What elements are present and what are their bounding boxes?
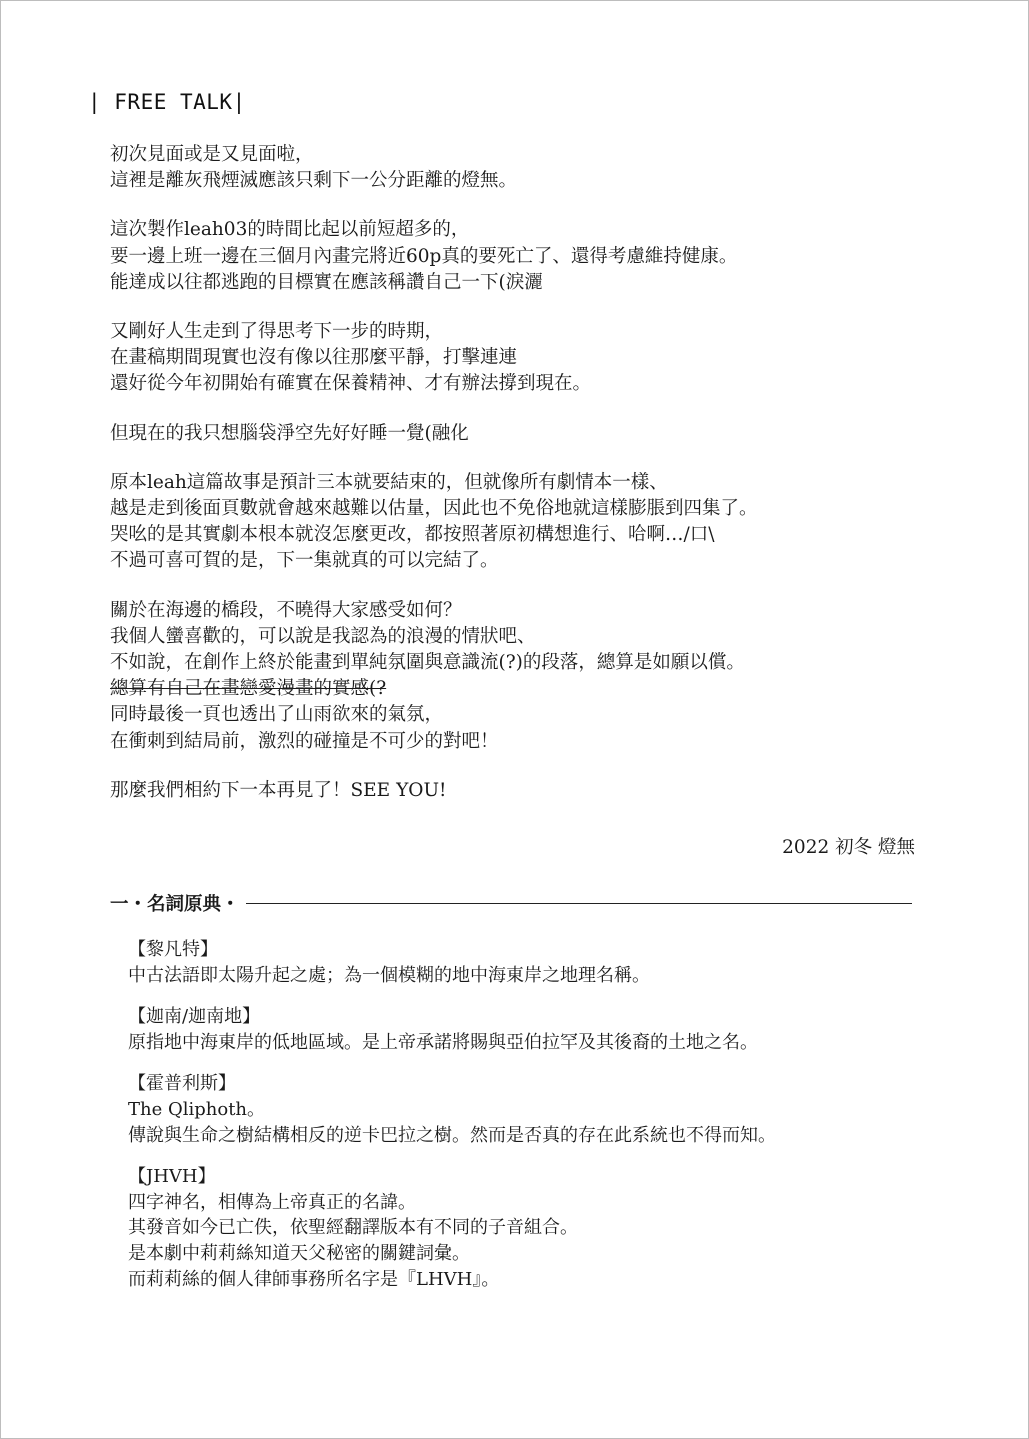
paragraph [110, 421, 930, 447]
glossary-heading [110, 889, 912, 917]
glossary-term: 【霍普利斯】 [128, 1073, 236, 1095]
glossary-entry [128, 1004, 908, 1055]
glossary-title: 一・名詞原典・ [110, 894, 240, 915]
text-line: 原本leah這篇故事是預計三本就要結束的，但就像所有劇情本一樣、 [110, 471, 668, 493]
divider [246, 903, 912, 904]
glossary-line: 原指地中海東岸的低地區域。是上帝承諾將賜與亞伯拉罕及其後裔的土地之名。 [128, 1031, 758, 1053]
glossary-entry [128, 1164, 908, 1292]
glossary-line: 四字神名，相傳為上帝真正的名諱。 [128, 1191, 416, 1213]
glossary-line: 傳說與生命之樹結構相反的逆卡巴拉之樹。然而是否真的存在此系統也不得而知。 [128, 1124, 776, 1146]
glossary-line: 中古法語即太陽升起之處；為一個模糊的地中海東岸之地理名稱。 [128, 964, 650, 986]
signature: 2022 初冬 燈無 [782, 837, 915, 858]
text-line: 這次製作leah03的時間比起以前短超多的， [110, 219, 470, 241]
paragraph [110, 217, 930, 296]
text-line: 哭吆的是其實劇本根本就沒怎麼更改，都按照著原初構想進行、哈啊…/口\ [110, 524, 715, 546]
text-line: 越是走到後面頁數就會越來越難以估量，因此也不免俗地就這樣膨脹到四集了。 [110, 498, 758, 520]
glossary-line: 其發音如今已亡佚，依聖經翻譯版本有不同的子音組合。 [128, 1217, 578, 1239]
text-line: 那麼我們相約下一本再見了！SEE YOU! [110, 779, 447, 801]
paragraph [110, 778, 930, 804]
text-line: 在衝刺到結局前，激烈的碰撞是不可少的對吧！ [110, 730, 499, 752]
strikethrough-line: 總算有自己在畫戀愛漫畫的實感(? [110, 678, 387, 700]
paragraph [110, 598, 930, 755]
paragraph [110, 142, 930, 194]
text-line: 同時最後一頁也透出了山雨欲來的氣氛， [110, 704, 444, 726]
glossary-term: 【JHVH】 [128, 1166, 216, 1188]
text-line: 又剛好人生走到了得思考下一步的時期， [110, 321, 444, 343]
glossary-term: 【黎凡特】 [128, 939, 218, 960]
text-line: 能達成以往都逃跑的目標實在應該稱讚自己一下(淚灑 [110, 271, 543, 293]
paragraph [110, 470, 930, 575]
text-line: 我個人蠻喜歡的，可以說是我認為的浪漫的情狀吧、 [110, 625, 536, 647]
text-line: 在畫稿期間現實也沒有像以往那麼平靜，打擊連連 [110, 347, 518, 369]
glossary [128, 937, 908, 1308]
paragraph [110, 319, 930, 398]
text-line: 這裡是離灰飛煙滅應該只剩下一公分距離的燈無。 [110, 170, 518, 192]
text-line: 關於在海邊的橋段，不曉得大家感受如何？ [110, 599, 462, 621]
text-line: 初次見面或是又見面啦， [110, 144, 314, 165]
glossary-term: 【迦南/迦南地】 [128, 1006, 261, 1028]
text-line: 要一邊上班一邊在三個月內畫完將近60p真的要死亡了、還得考慮維持健康。 [110, 245, 738, 267]
page-title: | FREE TALK| [88, 90, 246, 114]
glossary-line: 是本劇中莉莉絲知道天父秘密的關鍵詞彙。 [128, 1242, 470, 1264]
glossary-entry [128, 937, 908, 988]
text-line: 但現在的我只想腦袋淨空先好好睡一覺(融化 [110, 422, 469, 444]
glossary-entry [128, 1071, 908, 1148]
glossary-line: 而莉莉絲的個人律師事務所名字是『LHVH』。 [128, 1268, 500, 1290]
text-line: 不如說，在創作上終於能畫到單純氛圍與意識流(?)的段落，總算是如願以償。 [110, 652, 745, 674]
free-talk-body [110, 142, 930, 827]
text-line: 還好從今年初開始有確實在保養精神、才有辦法撐到現在。 [110, 373, 592, 395]
text-line: 不過可喜可賀的是，下一集就真的可以完結了。 [110, 550, 499, 572]
glossary-line: The Qliphoth。 [128, 1098, 266, 1120]
